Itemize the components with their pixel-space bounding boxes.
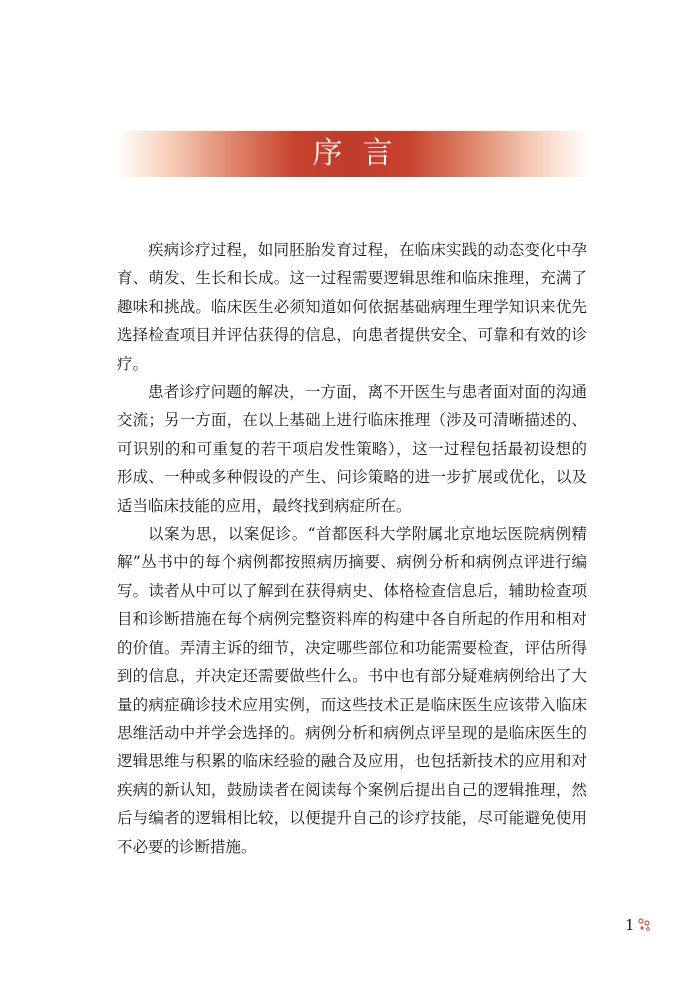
decorative-dots-icon — [637, 918, 651, 932]
paragraph: 患者诊疗问题的解决，一方面，离不开医生与患者面对面的沟通交流；另一方面，在以上基础上进行临床推理（涉及可清晰描述的、可识别的和可重复的若干项启发性策略），这一过程包括最初设想的形成、一种或多种假设的产生、问诊策略的进一步扩展或优化，以及适当临床技能的应用，最终找到病症所在。 — [117, 383, 587, 515]
page-title: 序言 — [312, 136, 413, 171]
page-footer — [625, 916, 651, 934]
paragraph: 疾病诊疗过程，如同胚胎发育过程，在临床实践的动态变化中孕育、萌发、生长和长成。这一过程需要逻辑思维和临床推理，充满了趣味和挑战。临床医生必须知道如何依据基础病理生理学知识来优先选择检查项目并评估获得的信息，向患者提供安全、可靠和有效的诊疗。 — [117, 241, 587, 373]
title-banner — [115, 131, 590, 177]
paragraph: 以案为思，以案促诊。“首都医科大学附属北京地坛医院病例精解”丛书中的每个病例都按照病历摘要、病例分析和病例点评进行编写。读者从中可以了解到在获得病史、体格检查信息后，辅助检查项目和诊断措施在每个病例完整资料库的构建中各自所起的作用和相对的价值。弄清主诉的细节，决定哪些部位和功能需要检查，评估所得到的信息，并决定还需要做些什么。书中也有部分疑难病例给出了大量的病症确诊技术应用实例，而这些技术正是临床医生应该带入临床思维活动中并学会选择的。病例分析和病例点评呈现的是临床医生的逻辑思维与积累的临床经验的融合及应用，也包括新技术的应用和对疾病的新认知，鼓励读者在阅读每个案例后提出自己的逻辑推理，然后与编者的逻辑相比较，以便提升自己的诊疗技能，尽可能避免使用不必要的诊断措施。 — [117, 525, 587, 856]
page-number: 1 — [625, 916, 635, 934]
preface-body — [117, 236, 587, 861]
